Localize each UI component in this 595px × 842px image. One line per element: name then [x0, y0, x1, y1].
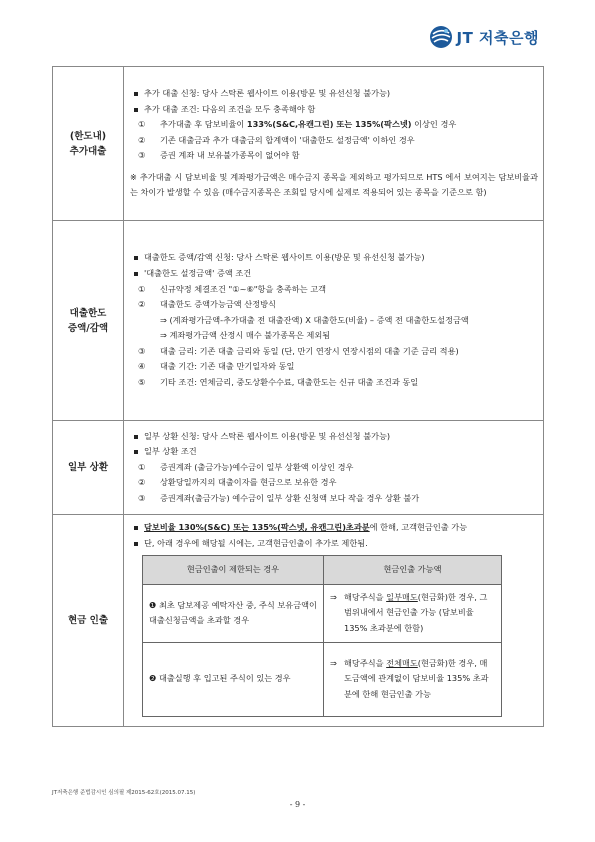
- header-restricted-cases: 현금인출이 제한되는 경우: [143, 555, 324, 584]
- item-text-pre: 추가대출 후 담보비율이: [160, 119, 247, 130]
- item-text-bold: 133%(S&C,유캔그린) 또는 135%(팍스넷): [246, 119, 412, 130]
- numbered-item: [130, 282, 538, 298]
- bullet-item: 추가 대출 신청: 당사 스탁론 웹사이트 이용(방문 및 유선신청 불가능): [130, 86, 538, 102]
- row-content-limit-change: [124, 221, 544, 421]
- row-label-cash-withdrawal: 현금 인출: [53, 515, 124, 727]
- item-text: 신규약정 체결조건 "①~⑥"항을 충족하는 고객: [160, 283, 327, 294]
- text-pre: 해당주식을: [344, 657, 387, 668]
- restricted-case-2: ❷ 대출실행 후 입고된 주식이 있는 경우: [143, 642, 324, 716]
- item-text-post: 이상인 경우: [411, 119, 457, 130]
- item-number: ④: [138, 361, 146, 372]
- bullet-text-post: 에 한해, 고객현금인출 가능: [369, 522, 468, 533]
- bullet-item: '대출한도 설정금액' 증액 조건: [130, 266, 538, 282]
- page-number: - 9 -: [289, 800, 306, 809]
- row-partial-repayment: [53, 421, 544, 515]
- row-extra-loan: [53, 67, 544, 221]
- formula-text: ⇒ (계좌평가금액-추가대출 전 대출잔액) X 대출한도(비율) – 증액 전 대출한도설정금액: [160, 314, 469, 325]
- item-text: [160, 117, 538, 133]
- notice-text: ※ 추가대출 시 담보비율 및 계좌평가금액은 매수금지 종목을 제외하고 평가되므로 HTS 에서 보여지는 담보비율과는 차이가 발생할 수 있음 (매수금지종목은 조회일 당시에 실제로 적용되어 있는 종목을 기준으로 함): [130, 171, 538, 198]
- text-underlined: 일부매도: [386, 591, 418, 602]
- item-number: ②: [138, 477, 146, 488]
- arrow-text: [344, 656, 495, 703]
- numbered-item: [130, 344, 538, 360]
- logo-text: JT 저축은행: [456, 28, 539, 47]
- text-underlined: 전체매도: [386, 657, 418, 668]
- label-line: (한도내): [69, 130, 107, 142]
- logo: [429, 22, 540, 52]
- row-label-extra-loan: [53, 67, 124, 221]
- numbered-item: [130, 359, 538, 375]
- item-text: 기타 조건: 연체금리, 중도상환수수료, 대출한도는 신규 대출 조건과 동일: [160, 377, 419, 388]
- sub-table-row: [143, 584, 502, 642]
- item-text: 증권 계좌 내 보유불가종목이 없어야 함: [160, 150, 300, 161]
- item-number: ②: [138, 299, 146, 310]
- item-text: 대출한도 증액가능금액 산정방식: [160, 299, 276, 310]
- row-limit-change: [53, 221, 544, 421]
- terms-table: [52, 66, 544, 727]
- item-number: ③: [138, 345, 146, 356]
- label-line: 추가대출: [69, 145, 107, 157]
- numbered-item: [130, 460, 538, 476]
- label-line: 대출한도: [69, 307, 107, 319]
- row-content-partial-repayment: [124, 421, 544, 515]
- item-text: 증권계좌(출금가능) 예수금이 일부 상환 신청액 보다 작을 경우 상환 불가: [160, 492, 420, 503]
- numbered-item: [130, 133, 538, 149]
- item-number: ②: [138, 134, 146, 145]
- numbered-item: [130, 148, 538, 164]
- row-label-limit-change: [53, 221, 124, 421]
- compliance-footnote: JT저축은행 준법감시인 심의필 제2015-62호(2015.07.15): [52, 790, 196, 796]
- sub-table-row: [143, 642, 502, 716]
- row-content-cash-withdrawal: [124, 515, 544, 727]
- label-line: 증액/감액: [67, 322, 109, 334]
- row-content-extra-loan: [124, 67, 544, 221]
- numbered-item: [130, 297, 538, 313]
- row-label-partial-repayment: 일부 상환: [53, 421, 124, 515]
- withdrawal-limit-table: [142, 555, 502, 717]
- bullet-item: [130, 520, 538, 536]
- item-text: 기존 대출금과 추가 대출금의 합계액이 '대출한도 설정금액' 이하인 경우: [160, 134, 415, 145]
- arrow-item: [330, 590, 495, 637]
- restricted-case-1: ❶ 최초 담보제공 예탁자산 중, 주식 보유금액이 대출신청금액을 초과할 경우: [143, 584, 324, 642]
- item-text: 증권계좌 (출금가능)예수금이 일부 상환액 이상인 경우: [160, 461, 354, 472]
- numbered-item: [130, 117, 538, 133]
- item-number: ①: [138, 461, 146, 472]
- header-withdrawable-amount: 현금인출 가능액: [324, 555, 502, 584]
- item-number: ③: [138, 150, 146, 161]
- bullet-item: 추가 대출 조건: 다음의 조건을 모두 충족해야 함: [130, 102, 538, 118]
- text-pre: 해당주식을: [344, 591, 387, 602]
- text-post: (현금화)한 경우, 그 범위내에서 현금인출 가능 (담보비율 135% 초과분에 한함): [344, 591, 488, 633]
- item-number: ③: [138, 492, 146, 503]
- bullet-item: 대출한도 증액/감액 신청: 당사 스탁론 웹사이트 이용(방문 및 유선신청 불가능): [130, 250, 538, 266]
- text-post: (현금화)한 경우, 매도금액에 관계없이 담보비율 135% 초과분에 한해 현금인출 가능: [344, 657, 489, 699]
- arrow-text: [344, 590, 495, 637]
- arrow-icon: ⇒: [330, 591, 337, 602]
- arrow-item: [330, 656, 495, 703]
- bullet-item: 일부 상환 신청: 당사 스탁론 웹사이트 이용(방문 및 유선신청 불가능): [130, 429, 538, 445]
- item-number: ①: [138, 283, 146, 294]
- numbered-item: [130, 491, 538, 507]
- arrow-icon: ⇒: [330, 657, 337, 668]
- bullet-item: 일부 상환 조건: [130, 444, 538, 460]
- withdrawable-amount-2: [324, 642, 502, 716]
- item-number: ⑤: [138, 377, 146, 388]
- bullet-item: 단, 아래 경우에 해당될 시에는, 고객현금인출이 추가로 제한됨.: [130, 536, 538, 552]
- sub-table-header-row: [143, 555, 502, 584]
- formula-note: ⇒ 계좌평가금액 산정시 매수 불가종목은 제외됨: [160, 330, 331, 341]
- jt-globe-icon: [429, 25, 453, 49]
- item-text: 대출 기간: 기존 대출 만기일자와 동일: [160, 361, 295, 372]
- numbered-item: [130, 475, 538, 491]
- withdrawable-amount-1: [324, 584, 502, 642]
- item-text: 대출 금리: 기존 대출 금리와 동일 (단, 만기 연장시 연장시점의 대출 기준 금리 적용): [160, 345, 459, 356]
- item-text: 상환당일까지의 대출이자를 현금으로 보유한 경우: [160, 477, 337, 488]
- row-cash-withdrawal: [53, 515, 544, 727]
- bullet-text-bold: 담보비율 130%(S&C) 또는 135%(팍스넷, 유캔그린)초과분: [144, 522, 370, 533]
- numbered-item: [130, 375, 538, 391]
- item-number: ①: [138, 119, 146, 130]
